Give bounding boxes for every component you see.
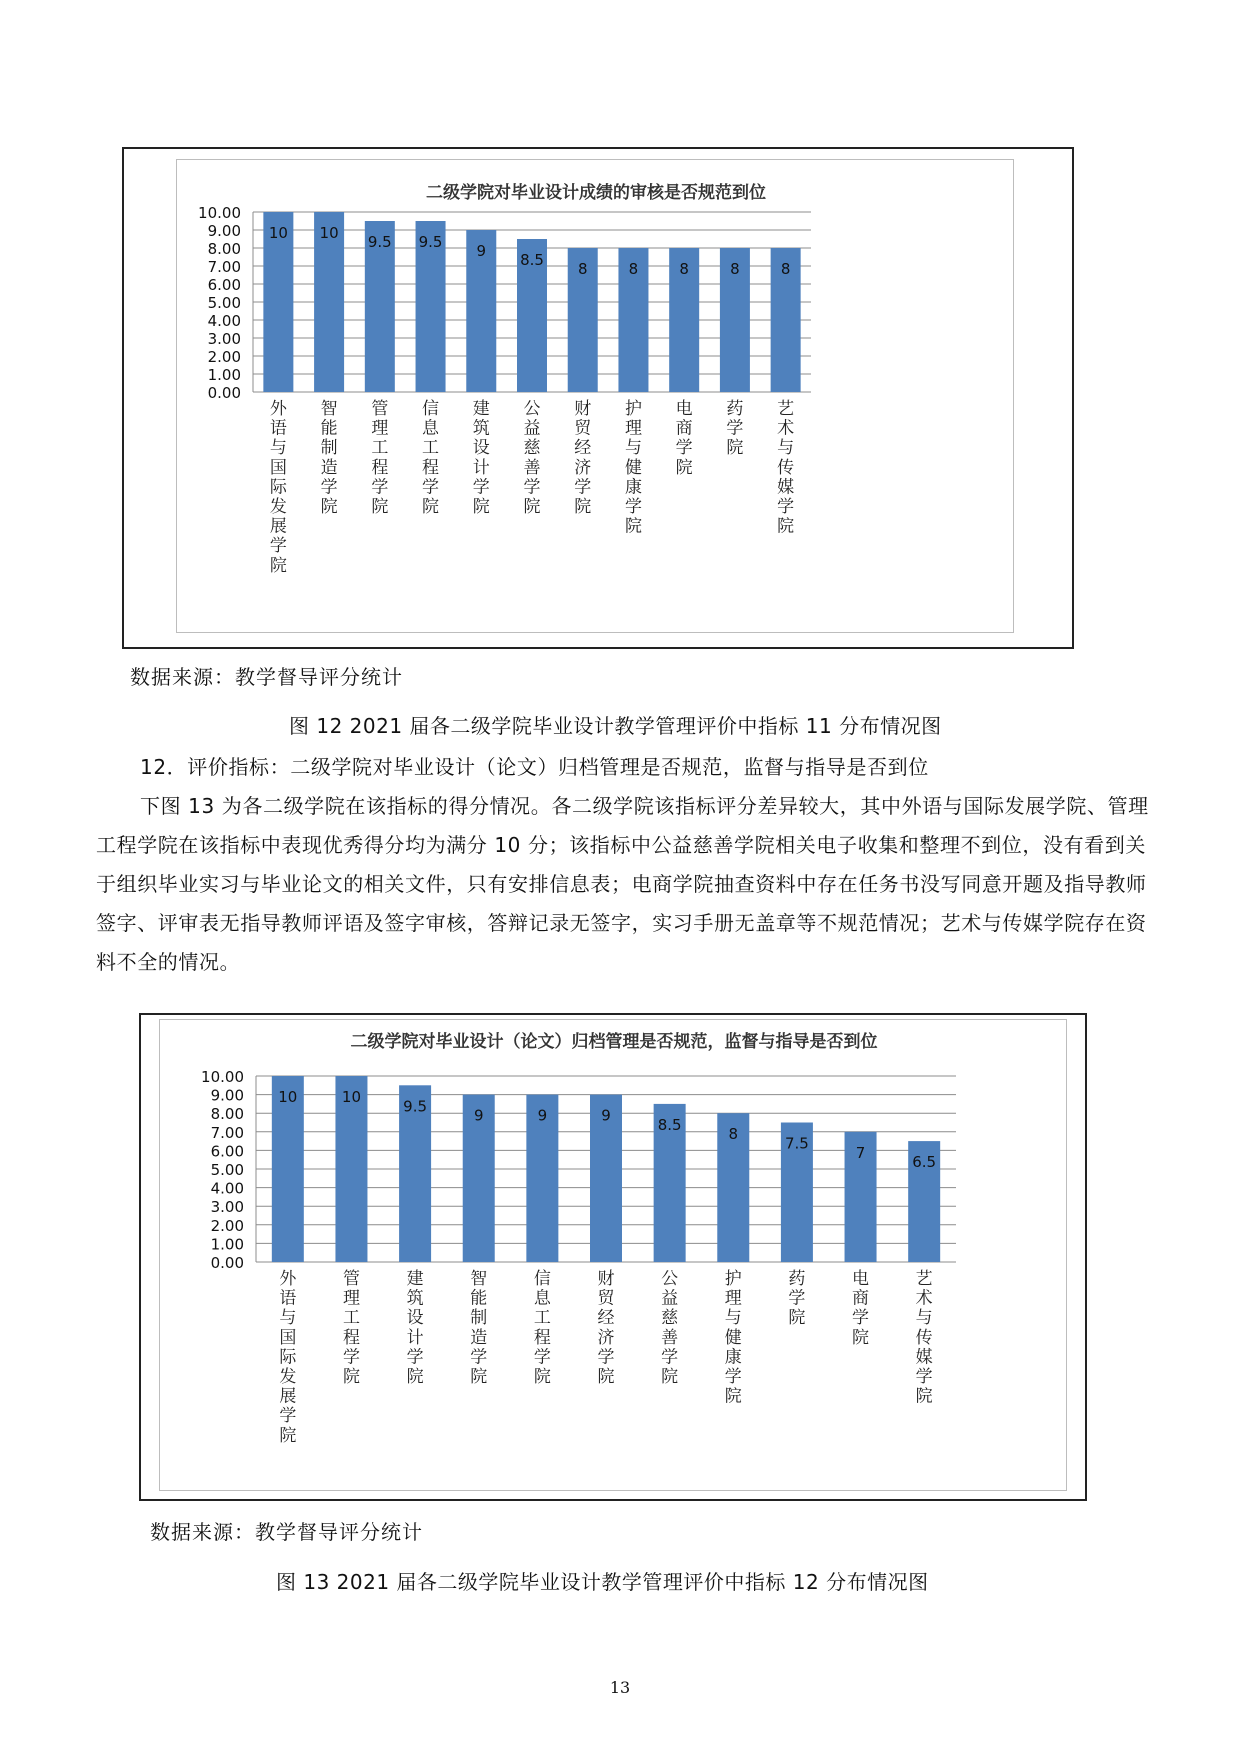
bar-value-label: 8 — [628, 260, 639, 278]
y-tick-label: 2.00 — [207, 348, 241, 366]
y-tick-label: 8.00 — [210, 1105, 244, 1124]
chart-area-fig12 — [176, 159, 1014, 633]
chart-frame-fig13 — [139, 1013, 1087, 1501]
category-label: 外语与国际发展学院 — [269, 399, 287, 576]
y-tick-label: 9.00 — [210, 1086, 244, 1105]
data-source-fig13: 数据来源：教学督导评分统计 — [150, 1520, 423, 1544]
category-label: 智能制造学院 — [320, 399, 338, 517]
bar-value-label: 8 — [728, 1125, 739, 1144]
category-label: 电商学院 — [852, 1269, 870, 1348]
chart-title: 二级学院对毕业设计（论文）归档管理是否规范，监督与指导是否到位 — [350, 1032, 878, 1052]
category-label: 信息工程学院 — [422, 399, 440, 517]
bar-value-label: 7 — [855, 1143, 866, 1162]
y-tick-label: 7.00 — [210, 1123, 244, 1142]
y-tick-label: 10.00 — [201, 1068, 244, 1086]
category-label: 外语与国际发展学院 — [279, 1269, 297, 1446]
bar-value-label: 9.5 — [367, 233, 392, 251]
y-tick-label: 3.00 — [207, 330, 241, 348]
category-label: 财贸经济学院 — [597, 1269, 615, 1387]
bar-chart-fig13 — [160, 1020, 1068, 1492]
chart-area-fig13 — [159, 1019, 1067, 1491]
section-body: 下图 13 为各二级学院在该指标的得分情况。各二级学院该指标评分差异较大，其中外语与国际发展学院、管理工程学院在该指标中表现优秀得分均为满分 10 分；该指标中公益慈善学院相关电子收集和整理不到位，没有看到关于组织毕业实习与毕业论文的相关文件，只有安排信息表；电商学院抽查资料中存在任务书没写同意开题及指导教师签字、评审表无指导教师评语及签字审核，答辩记录无签字，实习手册无盖章等不规范情况；艺术与传媒学院存在资料不全的情况。 — [96, 794, 1149, 974]
category-label: 管理工程学院 — [342, 1269, 360, 1387]
bar-value-label: 8.5 — [657, 1115, 682, 1134]
figure-caption-fig13: 图 13 2021 届各二级学院毕业设计教学管理评价中指标 12 分布情况图 — [276, 1570, 929, 1594]
bar-value-label: 7.5 — [784, 1134, 809, 1153]
y-tick-label: 3.00 — [210, 1198, 244, 1217]
page-number: 13 — [609, 1678, 631, 1697]
category-label: 护理与健康学院 — [724, 1269, 742, 1407]
y-tick-label: 6.00 — [210, 1142, 244, 1161]
y-tick-label: 5.00 — [207, 294, 241, 312]
y-tick-label: 5.00 — [210, 1161, 244, 1179]
bar-value-label: 8 — [780, 260, 791, 278]
bar-value-label: 10 — [319, 224, 339, 242]
data-source-fig12: 数据来源：教学督导评分统计 — [130, 665, 403, 689]
y-tick-label: 9.00 — [207, 222, 241, 240]
bar-value-label: 9.5 — [403, 1097, 428, 1116]
category-label: 建筑设计学院 — [472, 399, 490, 517]
section-heading: 12．评价指标：二级学院对毕业设计（论文）归档管理是否规范，监督与指导是否到位 — [140, 755, 929, 779]
chart-title: 二级学院对毕业设计成绩的审核是否规范到位 — [426, 183, 766, 203]
category-label: 药学院 — [788, 1269, 806, 1329]
bar-value-label: 8 — [577, 260, 588, 278]
bar-value-label: 9 — [537, 1106, 548, 1125]
chart-frame-fig12 — [122, 147, 1074, 649]
y-tick-label: 1.00 — [210, 1235, 244, 1254]
bar-chart-fig12 — [177, 160, 1015, 634]
category-label: 艺术与传媒学院 — [915, 1269, 933, 1407]
category-label: 公益慈善学院 — [661, 1269, 679, 1387]
y-tick-label: 6.00 — [207, 276, 241, 294]
category-label: 护理与健康学院 — [624, 399, 642, 537]
bar-value-label: 9.5 — [418, 233, 443, 251]
y-tick-label: 1.00 — [207, 366, 241, 384]
category-label: 建筑设计学院 — [406, 1269, 424, 1387]
bar-value-label: 10 — [341, 1088, 362, 1106]
bar-value-label: 8 — [679, 260, 689, 278]
category-label: 公益慈善学院 — [523, 399, 541, 517]
bar-value-label: 9 — [473, 1106, 484, 1125]
y-tick-label: 8.00 — [207, 240, 241, 258]
y-tick-label: 4.00 — [207, 312, 241, 330]
bar-value-label: 10 — [268, 224, 288, 242]
bar-value-label: 9 — [476, 242, 487, 260]
category-label: 财贸经济学院 — [574, 399, 592, 517]
category-label: 信息工程学院 — [533, 1269, 551, 1387]
bar-value-label: 6.5 — [912, 1153, 937, 1172]
category-label: 药学院 — [726, 399, 744, 459]
y-tick-label: 7.00 — [207, 258, 241, 276]
y-tick-label: 10.00 — [198, 204, 241, 222]
bar-value-label: 8.5 — [520, 251, 544, 269]
figure-caption-fig12: 图 12 2021 届各二级学院毕业设计教学管理评价中指标 11 分布情况图 — [289, 714, 942, 738]
bar-value-label: 9 — [601, 1106, 611, 1125]
y-tick-label: 0.00 — [207, 384, 241, 402]
section-text — [96, 748, 1156, 982]
category-label: 电商学院 — [675, 399, 693, 478]
y-tick-label: 0.00 — [210, 1254, 244, 1272]
category-label: 智能制造学院 — [470, 1269, 488, 1387]
bar-value-label: 8 — [730, 260, 740, 278]
category-label: 管理工程学院 — [371, 399, 389, 517]
category-label: 艺术与传媒学院 — [777, 399, 795, 537]
y-tick-label: 4.00 — [210, 1179, 244, 1198]
y-tick-label: 2.00 — [210, 1216, 244, 1235]
bar-value-label: 10 — [278, 1088, 298, 1106]
